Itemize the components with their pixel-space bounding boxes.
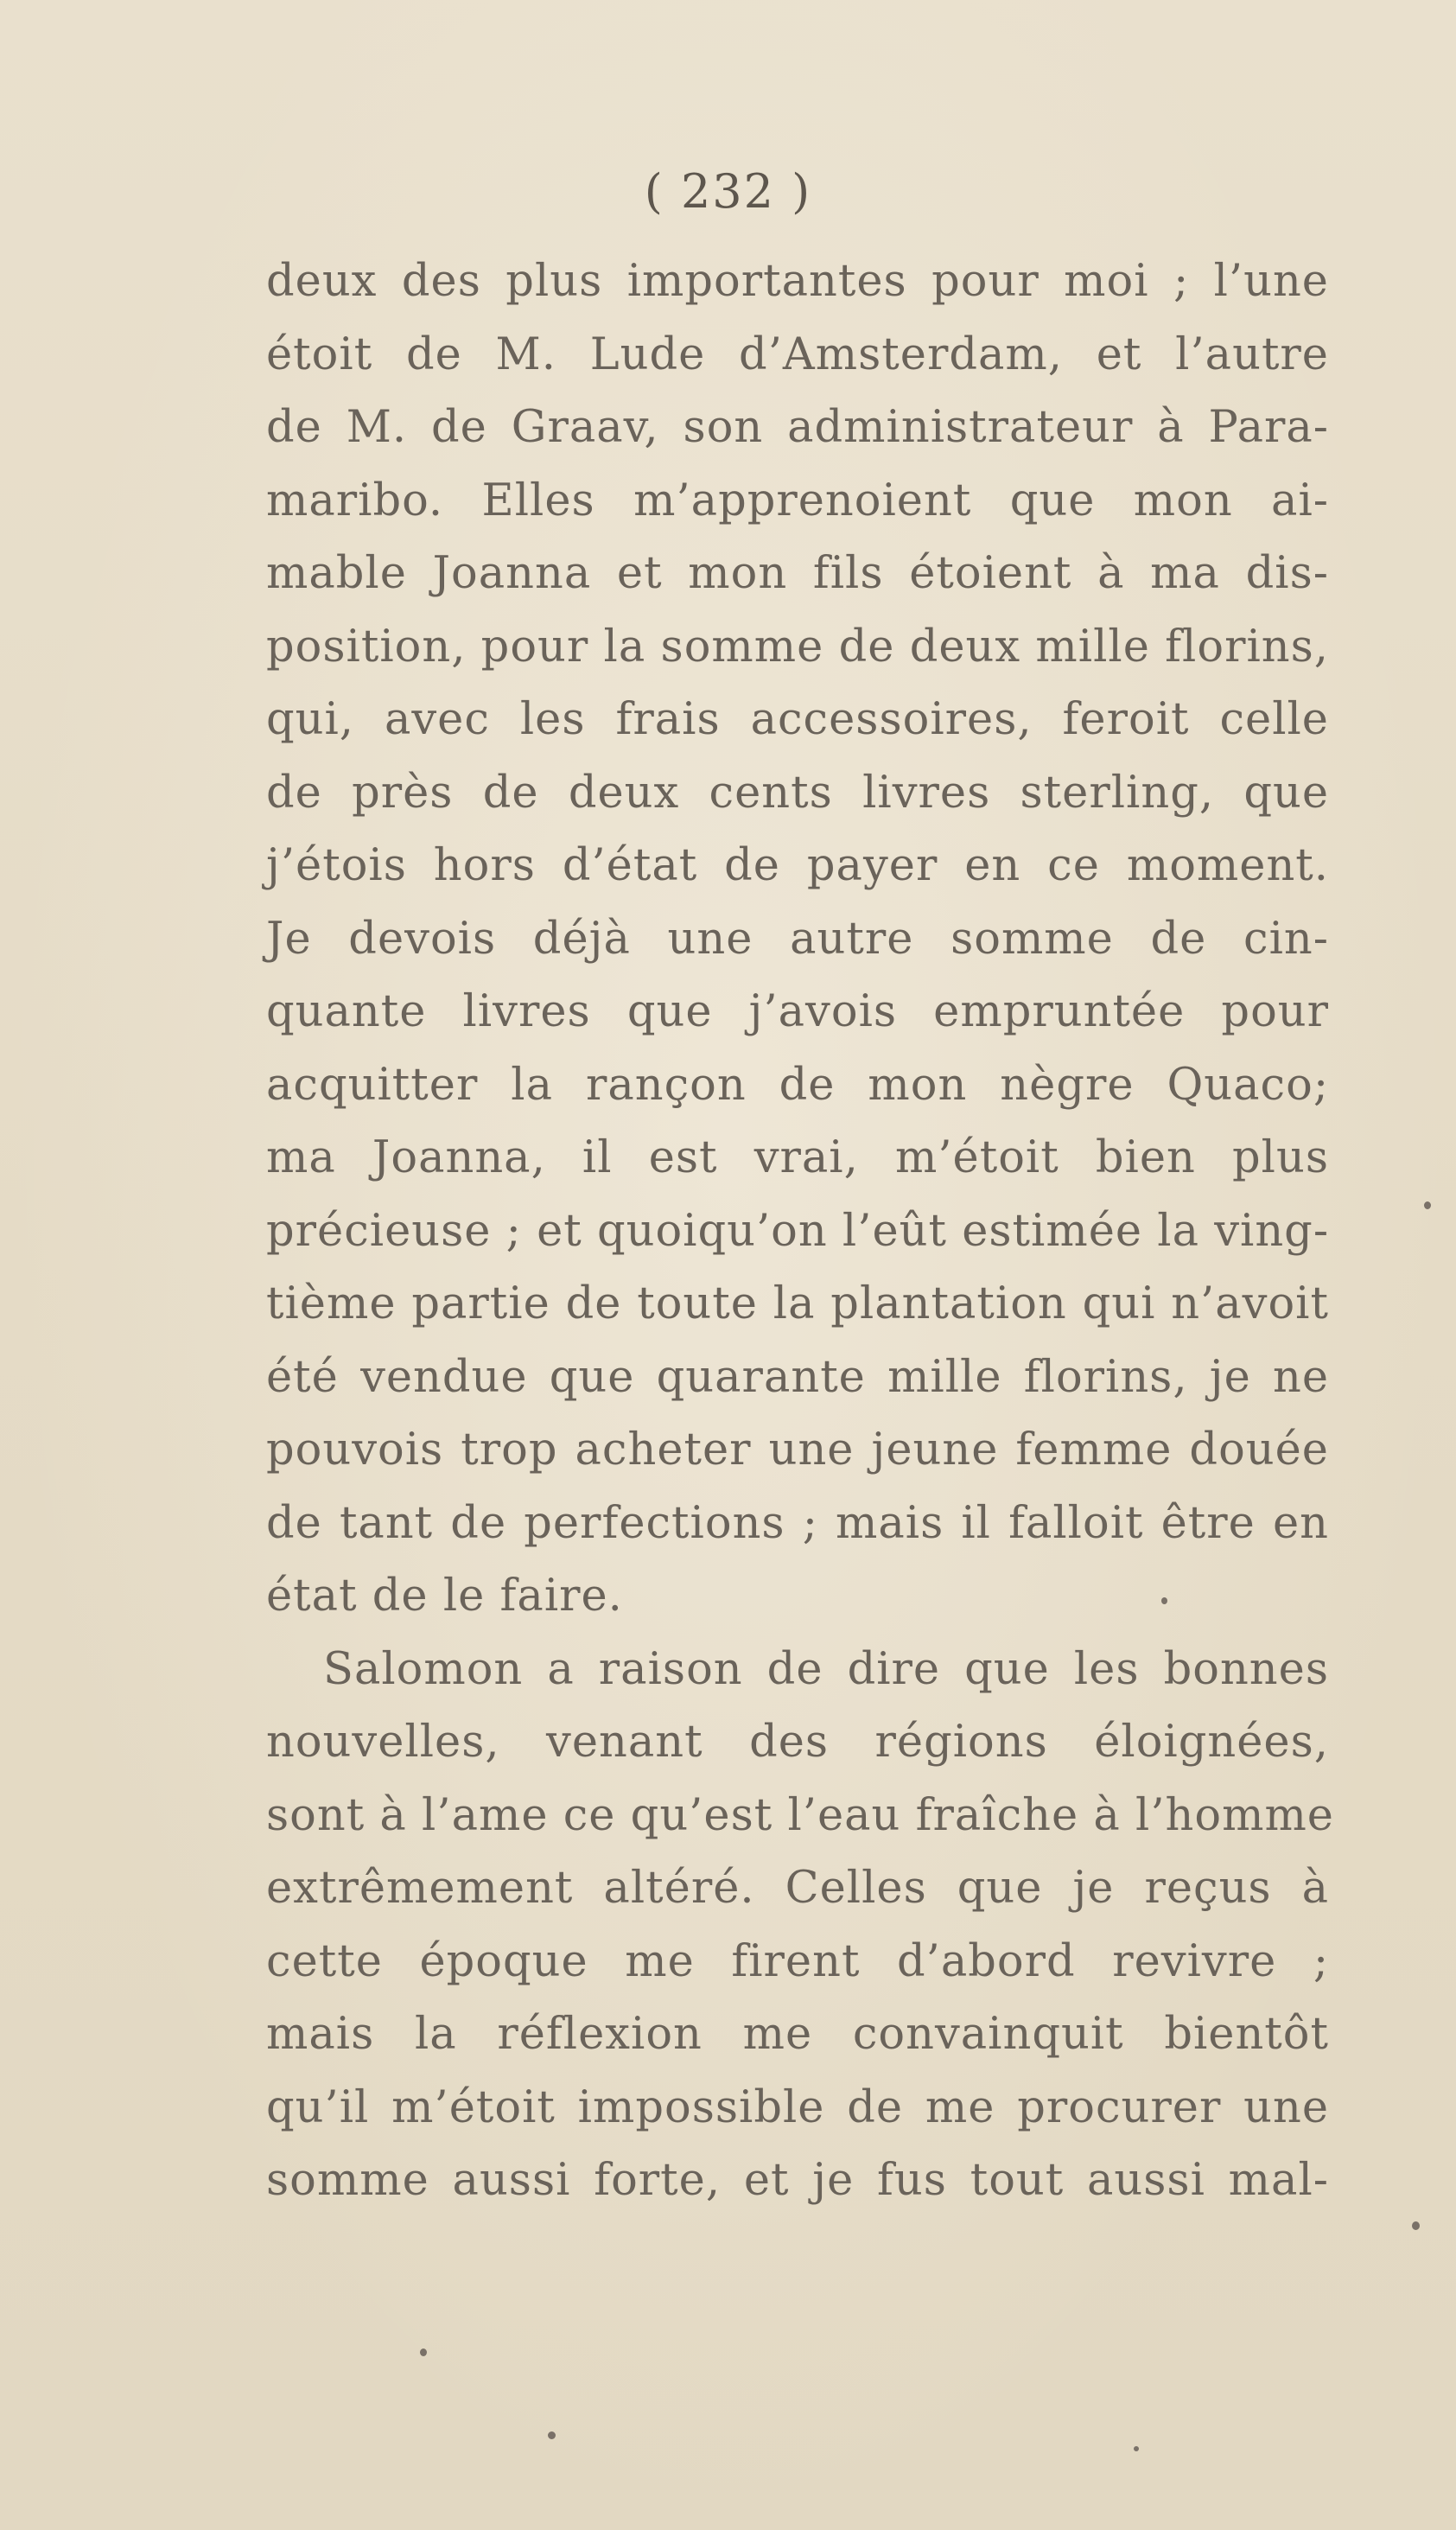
text-line: qui, avec les frais accessoires, feroit celle (266, 694, 1329, 745)
text-line: tième partie de toute la plantation qui n’avoit (266, 1278, 1329, 1329)
text-line: précieuse ; et quoiqu’on l’eût estimée la ving- (266, 1205, 1330, 1257)
paper-speck (420, 2348, 427, 2356)
text-line: sont à l’ame ce qu’est l’eau fraîche à l’homme (266, 1789, 1334, 1841)
text-line: état de le faire. (266, 1571, 623, 1622)
text-line: j’étois hors d’état de payer en ce moment. (266, 840, 1329, 891)
paper-speck (1412, 2221, 1420, 2230)
text-line: été vendue que quarante mille florins, je ne (266, 1351, 1329, 1403)
text-line: quante livres que j’avois empruntée pour (266, 986, 1329, 1037)
text-line: pouvois trop acheter une jeune femme douée (266, 1424, 1329, 1475)
text-line: étoit de M. Lude d’Amsterdam, et l’autre (266, 328, 1329, 380)
text-line: de tant de perfections ; mais il falloit être en (266, 1497, 1329, 1549)
text-line: nouvelles, venant des régions éloignées, (266, 1717, 1329, 1768)
text-line: de M. de Graav, son administrateur à Para- (266, 402, 1329, 453)
text-line: somme aussi forte, et je fus tout aussi mal- (266, 2155, 1329, 2206)
text-line: deux des plus importantes pour moi ; l’une (266, 256, 1329, 307)
paper-speck (1134, 2446, 1139, 2451)
paper-speck (548, 2431, 556, 2439)
body-text (266, 245, 1334, 2218)
paper-speck (1161, 1597, 1167, 1604)
text-line: mable Joanna et mon fils étoient à ma dis- (266, 548, 1329, 599)
text-line: qu’il m’étoit impossible de me procurer une (266, 2081, 1329, 2133)
text-line: de près de deux cents livres sterling, que (266, 767, 1329, 819)
paper-speck (1424, 1201, 1431, 1209)
text-line: cette époque me firent d’abord revivre ; (266, 1935, 1329, 1987)
text-line: maribo. Elles m’apprenoient que mon ai- (266, 475, 1329, 526)
text-line: Salomon a raison de dire que les bonnes (323, 1643, 1329, 1695)
text-line: extrêmement altéré. Celles que je reçus à (266, 1863, 1329, 1914)
page-number: ( 232 ) (644, 164, 812, 219)
text-line: acquitter la rançon de mon nègre Quaco; (266, 1059, 1329, 1111)
text-line: position, pour la somme de deux mille florins, (266, 621, 1329, 672)
text-line: mais la réflexion me convainquit bientôt (266, 2009, 1329, 2060)
text-line: ma Joanna, il est vrai, m’étoit bien plus (266, 1132, 1329, 1183)
text-line: Je devois déjà une autre somme de cin- (266, 913, 1329, 965)
